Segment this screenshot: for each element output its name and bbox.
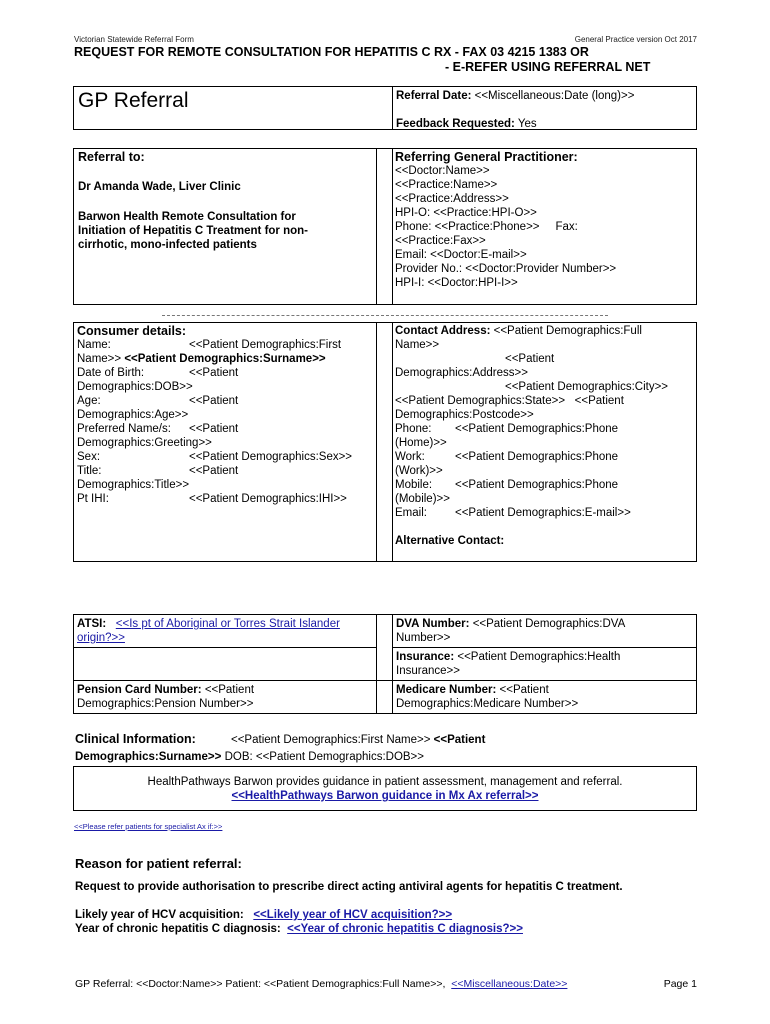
gp-provider-no: Provider No.: <<Doctor:Provider Number>>: [395, 263, 617, 275]
patient-postcode: Demographics:Postcode>>: [395, 409, 534, 421]
footer: [75, 978, 567, 990]
patient-email: <<Patient Demographics:E-mail>>: [455, 507, 631, 519]
reason-request: Request to provide authorisation to prescribe direct acting antiviral agents for hepatitis C treatment.: [75, 881, 623, 893]
contact-address-label: Contact Address:: [395, 325, 491, 337]
gp-doctor-name: <<Doctor:Name>>: [395, 165, 490, 177]
page-number: Page 1: [663, 978, 697, 990]
gp-phone-fax: Phone: <<Practice:Phone>> Fax:: [395, 221, 578, 233]
medicare-number: Medicare Number: <<Patient Demographics:Medicare Number>>: [396, 684, 579, 710]
gp-hpio: HPI-O: <<Practice:HPI-O>>: [395, 207, 537, 219]
gp-hpii: HPI-I: <<Doctor:HPI-I>>: [395, 277, 518, 289]
page-title-line2: - E-REFER USING REFERRAL NET: [445, 60, 651, 74]
pension-card-number: Pension Card Number: <<Patient Demographics:Pension Number>>: [77, 684, 255, 710]
gp-practice-name: <<Practice:Name>>: [395, 179, 498, 191]
patient-state: <<Patient Demographics:State>>: [395, 395, 566, 407]
chronic-diagnosis-link[interactable]: <<Year of chronic hepatitis C diagnosis?>>: [287, 923, 523, 935]
gp-fax: <<Practice:Fax>>: [395, 235, 486, 247]
alternative-contact-label: Alternative Contact:: [395, 535, 505, 547]
hcv-acquisition-link[interactable]: <<Likely year of HCV acquisition?>>: [253, 909, 453, 921]
referral-date-value: <<Miscellaneous:Date (long)>>: [474, 90, 635, 102]
healthpathways-text: HealthPathways Barwon provides guidance in patient assessment, management and referral.: [147, 776, 623, 788]
gp-practice-address: <<Practice:Address>>: [395, 193, 509, 205]
referral-date: [396, 89, 634, 103]
gp-referral-heading: GP Referral: [78, 89, 189, 112]
feedback-label: Feedback Requested:: [396, 118, 515, 130]
chronic-diagnosis: Year of chronic hepatitis C diagnosis: <<Year of chronic hepatitis C diagnosis?>>: [75, 923, 523, 935]
referral-to-label: Referral to:: [78, 150, 145, 164]
referral-to-doctor: Dr Amanda Wade, Liver Clinic: [78, 181, 241, 193]
referral-date-label: Referral Date:: [396, 90, 472, 102]
patient-ihi: <<Patient Demographics:IHI>>: [189, 493, 347, 505]
clinical-label: Clinical Information:: [75, 732, 196, 746]
atsi-label: ATSI:: [77, 618, 107, 630]
referring-gp-label: Referring General Practitioner:: [395, 150, 578, 164]
patient-sex: <<Patient Demographics:Sex>>: [189, 451, 353, 463]
patient-phone-mobile: (Mobile)>>: [395, 493, 450, 505]
patient-phone-work: (Work)>>: [395, 465, 443, 477]
feedback-value: Yes: [517, 118, 537, 130]
footer-text: GP Referral: <<Doctor:Name>> Patient: <<Patient Demographics:Full Name>>,: [75, 978, 446, 990]
form-version: General Practice version Oct 2017: [574, 35, 697, 44]
footer-date-link[interactable]: <<Miscellaneous:Date>>: [451, 978, 568, 990]
referring-gp: [395, 150, 616, 290]
patient-first-name: <<Patient Demographics:First: [189, 339, 342, 351]
patient-title: Demographics:Title>>: [77, 479, 190, 491]
atsi: ATSI: <<Is pt of Aboriginal or Torres Strait Islander origin?>>: [77, 618, 340, 644]
healthpathways-link[interactable]: <<HealthPathways Barwon guidance in Mx Ax referral>>: [231, 790, 539, 802]
patient-age: Demographics:Age>>: [77, 409, 189, 421]
consumer-details-label: Consumer details:: [77, 324, 187, 338]
dva-number: DVA Number: <<Patient Demographics:DVA Number>>: [396, 618, 626, 644]
atsi-link[interactable]: <<Is pt of Aboriginal or Torres Strait Islander: [115, 618, 340, 630]
page-title-line1: REQUEST FOR REMOTE CONSULTATION FOR HEPATITIS C RX - FAX 03 4215 1383 OR: [74, 45, 589, 59]
patient-preferred-name: Demographics:Greeting>>: [77, 437, 212, 449]
patient-name-cont: Name>> <<Patient Demographics:Surname>>: [77, 353, 326, 365]
gp-email: Email: <<Doctor:E-mail>>: [395, 249, 527, 261]
consumer-details: Consumer details: Name: <<Patient Demographics:First Name>> <<Patient Demographics:Surname>> Date of Birth: <<Patient Demographics:DOB>> Age: <<Patient Demographics:Age>> Preferred Name/s: <<Patient Demographics:Greeting>> Sex: <<Patient Demographics:Sex>> Title: <<Patient Demographics:Title>> Pt IHI: <<Patient Demographics:IHI>>: [77, 324, 373, 506]
hcv-acquisition: Likely year of HCV acquisition: <<Likely year of HCV acquisition?>>: [75, 909, 453, 921]
patient-phone-home: (Home)>>: [395, 437, 447, 449]
referral-to-service: Barwon Health Remote Consultation for Initiation of Hepatitis C Treatment for non- cirrhotic, mono-infected patients: [78, 211, 308, 251]
patient-city: <<Patient Demographics:City>>: [505, 381, 669, 393]
patient-surname: <<Patient Demographics:Surname>>: [124, 353, 326, 365]
clinical-information: Clinical Information: <<Patient Demographics:First Name>> <<Patient Demographics:Surname>> DOB: <<Patient Demographics:DOB>>: [75, 732, 486, 763]
divider: [162, 315, 608, 316]
reason-label: Reason for patient referral:: [75, 856, 242, 871]
insurance: Insurance: <<Patient Demographics:Health Insurance>>: [396, 651, 621, 677]
feedback-requested: [396, 117, 537, 131]
form-name: Victorian Statewide Referral Form: [74, 35, 194, 44]
patient-address: Demographics:Address>>: [395, 367, 528, 379]
specialist-ax-link[interactable]: <<Please refer patients for specialist Ax if:>>: [74, 822, 223, 831]
patient-dob: Demographics:DOB>>: [77, 381, 193, 393]
contact-address: Contact Address: <<Patient Demographics:Full Name>> <<Patient Demographics:Address>> <<Patient Demographics:City>> <<Patient Demographics:State>> <<Patient Demographics:Postcode>> Phone: <<Patient Demographics:Phone (Home)>> Work: <<Patient Demographics:Phone (Work)>> Mobile: <<Patient Demographics:Phone (Mobile)>> Email: <<Patient Demographics:E-mail>> Alternative Contact:: [395, 324, 693, 548]
